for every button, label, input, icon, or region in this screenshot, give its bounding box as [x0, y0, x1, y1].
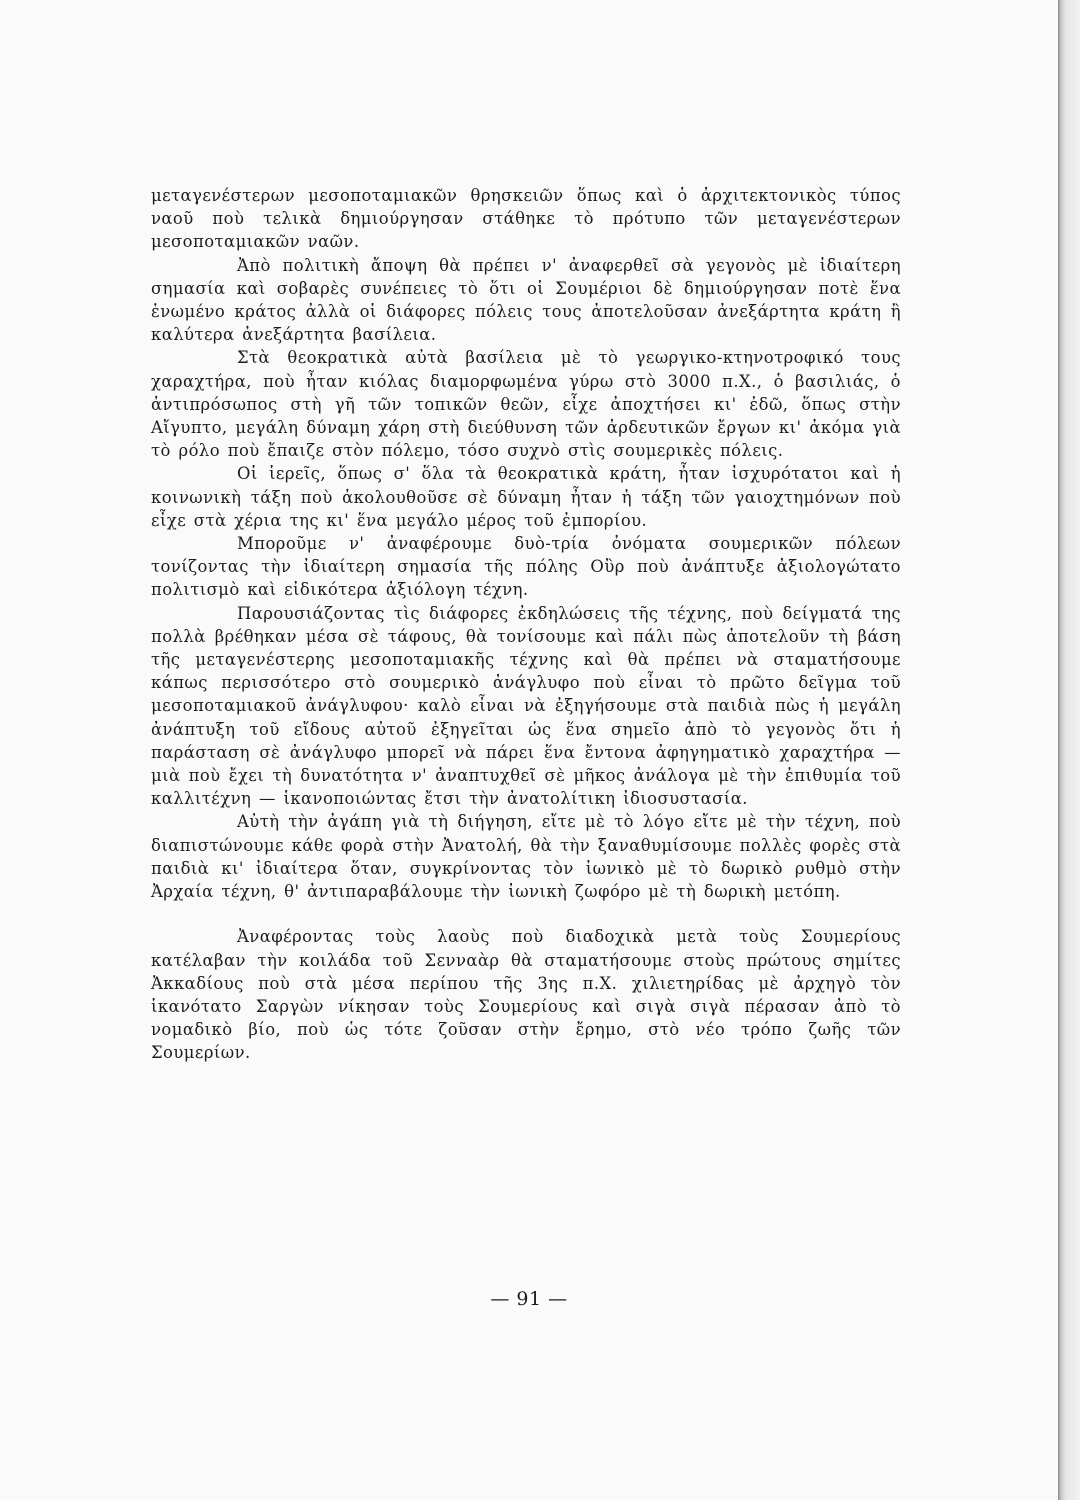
paragraph: Οἱ ἱερεῖς, ὅπως σ' ὅλα τὰ θεοκρατικὰ κράτη, ἦταν ἰσχυρότατοι καὶ ἡ κοινωνικὴ τάξη ποὺ ἀκολουθοῦσε σὲ δύναμη ἦταν ἡ τάξη τῶν γαιοχτημόνων ποὺ εἶχε στὰ χέρια της κι' ἕνα μεγάλο μέρος τοῦ ἐμπορίου.: [151, 464, 901, 530]
paragraph: Αὐτὴ τὴν ἀγάπη γιὰ τὴ διήγηση, εἴτε μὲ τὸ λόγο εἴτε μὲ τὴν τέχνη, ποὺ διαπιστώνουμε κάθε φορὰ στὴν Ἀνατολή, θὰ τὴν ξαναθυμίσουμε πολλὲς φορὲς στὰ παιδιὰ κι' ἰδιαίτερα ὅταν, συγκρίνοντας τὸν ἰωνικὸ μὲ τὸ δωρικὸ ρυθμὸ στὴν Ἀρχαία τέχνη, θ' ἀντιπαραβάλουμε τὴν ἰωνικὴ ζωφόρο μὲ τὴ δωρικὴ μετόπη.: [151, 812, 901, 902]
paragraph: Στὰ θεοκρατικὰ αὐτὰ βασίλεια μὲ τὸ γεωργικο-κτηνοτροφικό τους χαραχτήρα, ποὺ ἦταν κιόλας διαμορφωμένα γύρω στὸ 3000 π.Χ., ὁ βασιλιάς, ὁ ἀντιπρόσωπος στὴ γῆ τῶν τοπικῶν θεῶν, εἶχε ἀποχτήσει κι' ἐδῶ, ὅπως στὴν Αἴγυπτο, μεγάλη δύναμη χάρη στὴ διεύθυνση τῶν ἀρδευτικῶν ἔργων κι' ἀκόμα γιὰ τὸ ρόλο ποὺ ἔπαιζε στὸν πόλεμο, τόσο συχνὸ στὶς σουμερικὲς πόλεις.: [151, 348, 901, 461]
paragraph: μεταγενέστερων μεσοποταμιακῶν θρησκειῶν ὅπως καὶ ὁ ἀρχιτεκτονικὸς τύπος ναοῦ ποὺ τελικὰ δημιούργησαν στάθηκε τὸ πρότυπο τῶν μεταγενέστερων μεσοποταμιακῶν ναῶν.: [151, 186, 901, 252]
paragraph: Ἀναφέροντας τοὺς λαοὺς ποὺ διαδοχικὰ μετὰ τοὺς Σουμερίους κατέλαβαν τὴν κοιλάδα τοῦ Σενναὰρ θὰ σταματήσουμε στοὺς πρώτους σημίτες Ἀκκαδίους ποὺ στὰ μέσα περίπου τῆς 3ης π.Χ. χιλιετηρίδας μὲ ἀρχηγὸ τὸν ἱκανότατο Σαργὼν νίκησαν τοὺς Σουμερίους καὶ σιγὰ σιγὰ πέρασαν ἀπὸ τὸ νομαδικὸ βίο, ποὺ ὡς τότε ζοῦσαν στὴν ἔρημο, στὸ νέο τρόπο ζωῆς τῶν Σουμερίων.: [151, 927, 901, 1063]
paragraph: Ἀπὸ πολιτικὴ ἄποψη θὰ πρέπει ν' ἀναφερθεῖ σὰ γεγονὸς μὲ ἰδιαίτερη σημασία καὶ σοβαρὲς συνέπειες τὸ ὅτι οἱ Σουμέριοι δὲ δημιούργησαν ποτὲ ἕνα ἑνωμένο κράτος ἀλλὰ οἱ διάφορες πόλεις τους ἀποτελοῦσαν ἀνεξάρτητα κράτη ἢ καλύτερα ἀνεξάρτητα βασίλεια.: [151, 255, 901, 345]
body-text: [151, 184, 901, 1065]
paragraph: Παρουσιάζοντας τὶς διάφορες ἐκδηλώσεις τῆς τέχνης, ποὺ δείγματά της πολλὰ βρέθηκαν μέσα σὲ τάφους, θὰ τονίσουμε καὶ πάλι πὼς ἀποτελοῦν τὴ βάση τῆς μεταγενέστερης μεσοποταμιακῆς τέχνης καὶ θὰ πρέπει νὰ σταματήσουμε κάπως περισσότερο στὸ σουμερικὸ ἀνάγλυφο ποὺ εἶναι τὸ πρῶτο δεῖγμα τοῦ μεσοποταμιακοῦ ἀνάγλυφου· καλὸ εἶναι νὰ ἐξηγήσουμε στὰ παιδιὰ πὼς ἡ μεγάλη ἀνάπτυξη τοῦ εἴδους αὐτοῦ ἐξηγεῖται ὡς ἕνα σημεῖο ἀπὸ τὸ γεγονὸς ὅτι ἡ παράσταση σὲ ἀνάγλυφο μπορεῖ νὰ πάρει ἕνα ἔντονα ἀφηγηματικὸ χαραχτήρα — μιὰ ποὺ ἔχει τὴ δυνατότητα ν' ἀναπτυχθεῖ σὲ μῆκος ἀνάλογα μὲ τὴν ἐπιθυμία τοῦ καλλιτέχνη — ἱκανοποιώντας ἔτσι τὴν ἀνατολίτικη ἰδιοσυστασία.: [151, 603, 901, 809]
page-number: — 91 —: [490, 1288, 568, 1310]
page-edge-shadow: [1058, 0, 1080, 1500]
paragraph: Μποροῦμε ν' ἀναφέρουμε δυὸ-τρία ὀνόματα σουμερικῶν πόλεων τονίζοντας τὴν ἰδιαίτερη σημασία τῆς πόλης Οὒρ ποὺ ἀνάπτυξε ἀξιολογώτατο πολιτισμὸ καὶ εἰδικότερα ἀξιόλογη τέχνη.: [151, 534, 901, 600]
